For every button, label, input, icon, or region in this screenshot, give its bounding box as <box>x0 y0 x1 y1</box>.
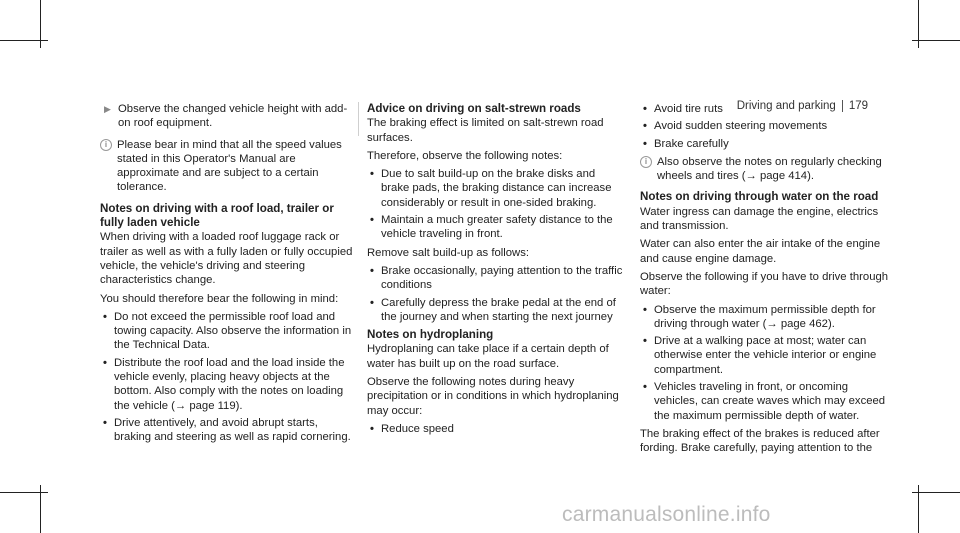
note-text: Please bear in mind that all the speed values stated in this Operator's Manual are approximate and are subject to a certain tolerance. <box>117 138 342 194</box>
list-item: • Avoid sudden steering movements <box>640 119 894 133</box>
paragraph: Water can also enter the air intake of the engine and cause engine damage. <box>640 238 881 265</box>
step-text: Observe the changed vehicle height with add-on roof equipment. <box>118 103 348 130</box>
info-icon: i <box>640 156 652 168</box>
column-2 <box>367 102 624 440</box>
crop-mark <box>912 492 960 493</box>
paragraph: The braking effect is limited on salt-strewn road surfaces. <box>367 117 604 144</box>
instruction-step <box>100 102 355 131</box>
list-item: • Avoid tire ruts <box>640 102 894 116</box>
list-item: • Reduce speed <box>367 422 624 436</box>
list-item: • Carefully depress the brake pedal at the end of the journey and when starting the next journey <box>367 296 624 325</box>
crop-mark <box>0 40 48 41</box>
paragraph: Hydroplaning can take place if a certain depth of water has built up on the road surface. <box>367 343 609 370</box>
column-3 <box>640 102 894 460</box>
paragraph: When driving with a loaded roof luggage rack or trailer as well as with a fully laden or fully occupied vehicle, the vehicle's driving and steering characteristics change. <box>100 231 353 287</box>
bullet-list <box>640 303 894 423</box>
info-icon: i <box>100 139 112 151</box>
bullet-list <box>367 422 624 436</box>
bullet-list <box>640 102 894 151</box>
list-item: • Observe the maximum permissible depth for driving through water (→ page 462). <box>640 303 894 332</box>
bullet-list <box>100 310 355 445</box>
list-item: • Maintain a much greater safety distance to the vehicle traveling in front. <box>367 213 624 242</box>
section-heading: Notes on driving with a roof load, trailer or fully laden vehicle <box>100 201 334 230</box>
crop-mark <box>0 492 48 493</box>
paragraph: Remove salt build-up as follows: <box>367 246 529 259</box>
section-title: Driving and parking <box>736 100 836 112</box>
paragraph: Therefore, observe the following notes: <box>367 149 563 162</box>
paragraph: Observe the following notes during heavy precipitation or in conditions in which hydroplaning may occur: <box>367 376 619 417</box>
section-heading: Advice on driving on salt-strewn roads <box>367 102 581 115</box>
paragraph: Observe the following if you have to drive through water: <box>640 270 889 298</box>
bullet-list <box>367 264 624 324</box>
watermark-text: carmanualsonline.info <box>562 503 771 526</box>
list-item: • Brake carefully <box>640 137 894 151</box>
section-heading: Notes on driving through water on the road <box>640 190 879 204</box>
paragraph: You should therefore bear the following in mind: <box>100 292 339 305</box>
list-item: • Due to salt build-up on the brake disks and brake pads, the braking distance can increase considerably or result in one-sided braking. <box>367 167 624 210</box>
list-item: • Vehicles traveling in front, or oncoming vehicles, can create waves which may exceed the maximum permissible depth of water. <box>640 380 894 423</box>
column-divider <box>358 102 359 136</box>
list-item: • Distribute the roof load and the load inside the vehicle evenly, placing heavy objects at the bottom. Also comply with the notes on loading the vehicle (→ page 119). <box>100 356 355 413</box>
list-item: • Drive at a walking pace at most; water can otherwise enter the vehicle interior or engine compartment. <box>640 334 894 377</box>
page-number: 179 <box>842 100 868 112</box>
note-text: Also observe the notes on regularly checking wheels and tires (→ page 414). <box>657 155 882 183</box>
play-triangle-icon: ▶ <box>104 104 111 114</box>
info-note <box>640 155 894 184</box>
crop-mark <box>912 40 960 41</box>
bullet-list <box>367 167 624 241</box>
column-1 <box>100 102 355 449</box>
paragraph: The braking effect of the brakes is reduced after fording. Brake carefully, paying attention to the <box>640 427 880 455</box>
section-heading: Notes on hydroplaning <box>367 328 494 342</box>
paragraph: Water ingress can damage the engine, electrics and transmission. <box>640 205 879 233</box>
list-item: • Drive attentively, and avoid abrupt starts, braking and steering as well as rapid cornering. <box>100 416 355 445</box>
list-item: • Brake occasionally, paying attention to the traffic conditions <box>367 264 624 293</box>
list-item: • Do not exceed the permissible roof load and towing capacity. Also observe the information in the Technical Data. <box>100 310 355 353</box>
info-note <box>100 138 355 195</box>
